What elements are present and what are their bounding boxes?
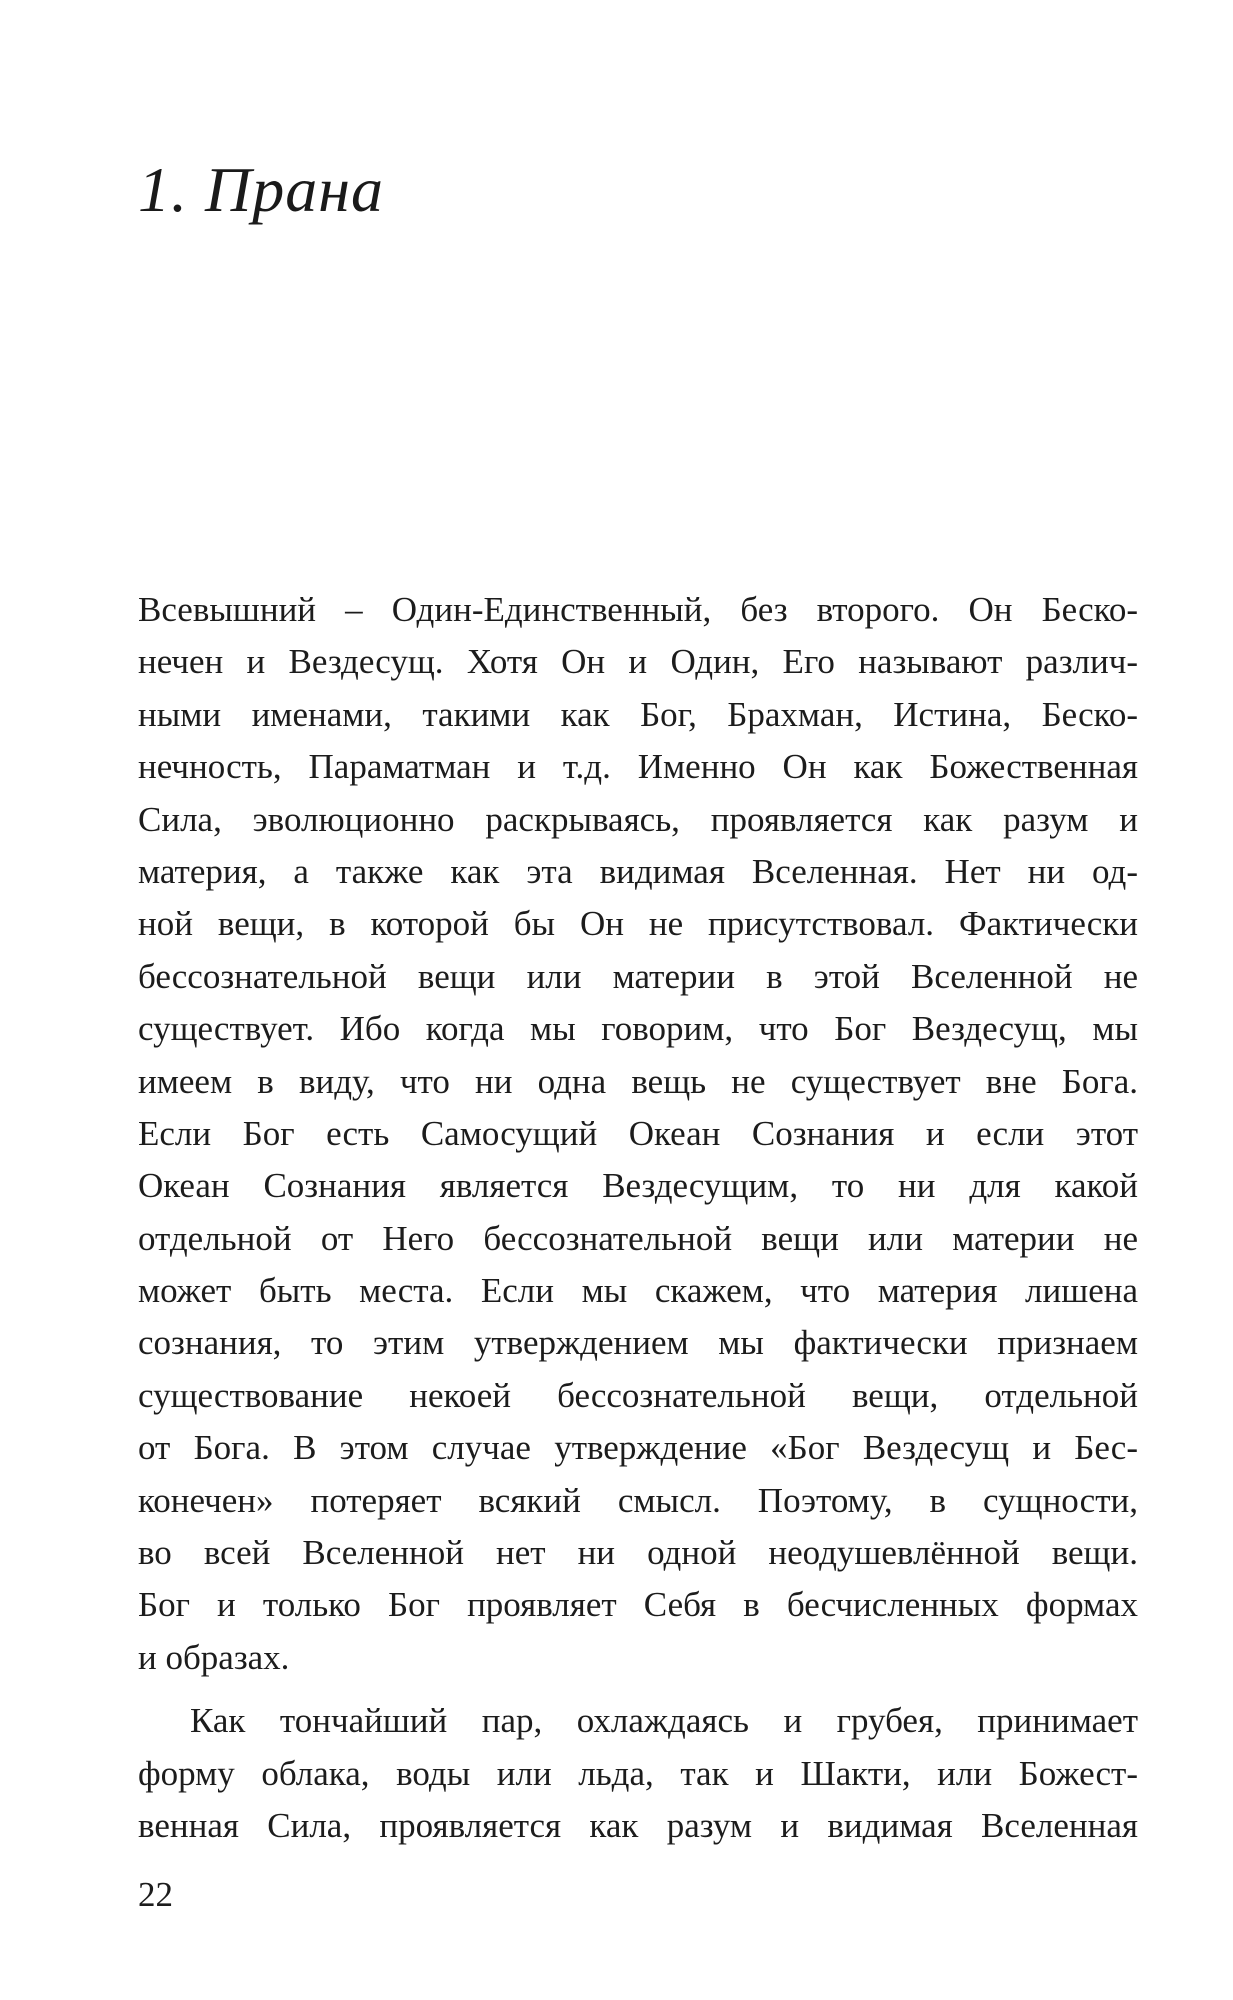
text-line: бессознательной вещи или материи в этой Вселенной не — [138, 956, 1138, 996]
text-line: Бог и только Бог проявляет Себя в бесчисленных формах — [138, 1585, 1138, 1625]
text-line: Всевышний – Один-Единственный, без второго. Он Беско- — [138, 590, 1138, 629]
text-line: и образах. — [138, 1637, 290, 1677]
text-line: Океан Сознания является Вездесущим, то ни для какой — [138, 1166, 1138, 1206]
text-line: материя, а также как эта видимая Вселенная. Нет ни од- — [138, 851, 1138, 891]
paragraph-1 — [138, 584, 1138, 1684]
page-number: 22 — [138, 1875, 173, 1914]
text-line: венная Сила, проявляется как разум и видимая Вселенная — [138, 1805, 1138, 1845]
text-line: нечность, Параматман и т.д. Именно Он как Божественная — [138, 747, 1138, 787]
body-text — [138, 584, 1138, 1852]
text-line: нечен и Вездесущ. Хотя Он и Один, Его называют различ- — [138, 642, 1138, 682]
text-line: ной вещи, в которой бы Он не присутствовал. Фактически — [138, 904, 1138, 944]
text-line: Как тончайший пар, охлаждаясь и грубея, принимает — [190, 1701, 1138, 1741]
text-line: конечен» потеряет всякий смысл. Поэтому, в сущности, — [138, 1480, 1138, 1520]
text-line: во всей Вселенной нет ни одной неодушевлённой вещи. — [138, 1533, 1138, 1573]
text-line: имеем в виду, что ни одна вещь не существует вне Бога. — [138, 1061, 1138, 1101]
text-line: отдельной от Него бессознательной вещи или материи не — [138, 1218, 1138, 1258]
text-line: существование некоей бессознательной вещи, отдельной — [138, 1375, 1138, 1415]
text-line: Если Бог есть Самосущий Океан Сознания и если этот — [138, 1113, 1138, 1153]
text-line: от Бога. В этом случае утверждение «Бог Вездесущ и Бес- — [138, 1428, 1138, 1468]
paragraph-2 — [138, 1695, 1138, 1852]
paragraph-spacer — [138, 1684, 1138, 1695]
text-line: существует. Ибо когда мы говорим, что Бог Вездесущ, мы — [138, 1009, 1138, 1049]
text-line: ными именами, такими как Бог, Брахман, Истина, Беско- — [138, 694, 1138, 734]
chapter-title: 1. Прана — [138, 154, 384, 225]
text-line: сознания, то этим утверждением мы фактически признаем — [138, 1323, 1138, 1363]
text-line: Сила, эволюционно раскрываясь, проявляется как разум и — [138, 799, 1138, 839]
text-line: может быть места. Если мы скажем, что материя лишена — [138, 1271, 1138, 1311]
text-line: форму облака, воды или льда, так и Шакти, или Божест- — [138, 1753, 1138, 1793]
